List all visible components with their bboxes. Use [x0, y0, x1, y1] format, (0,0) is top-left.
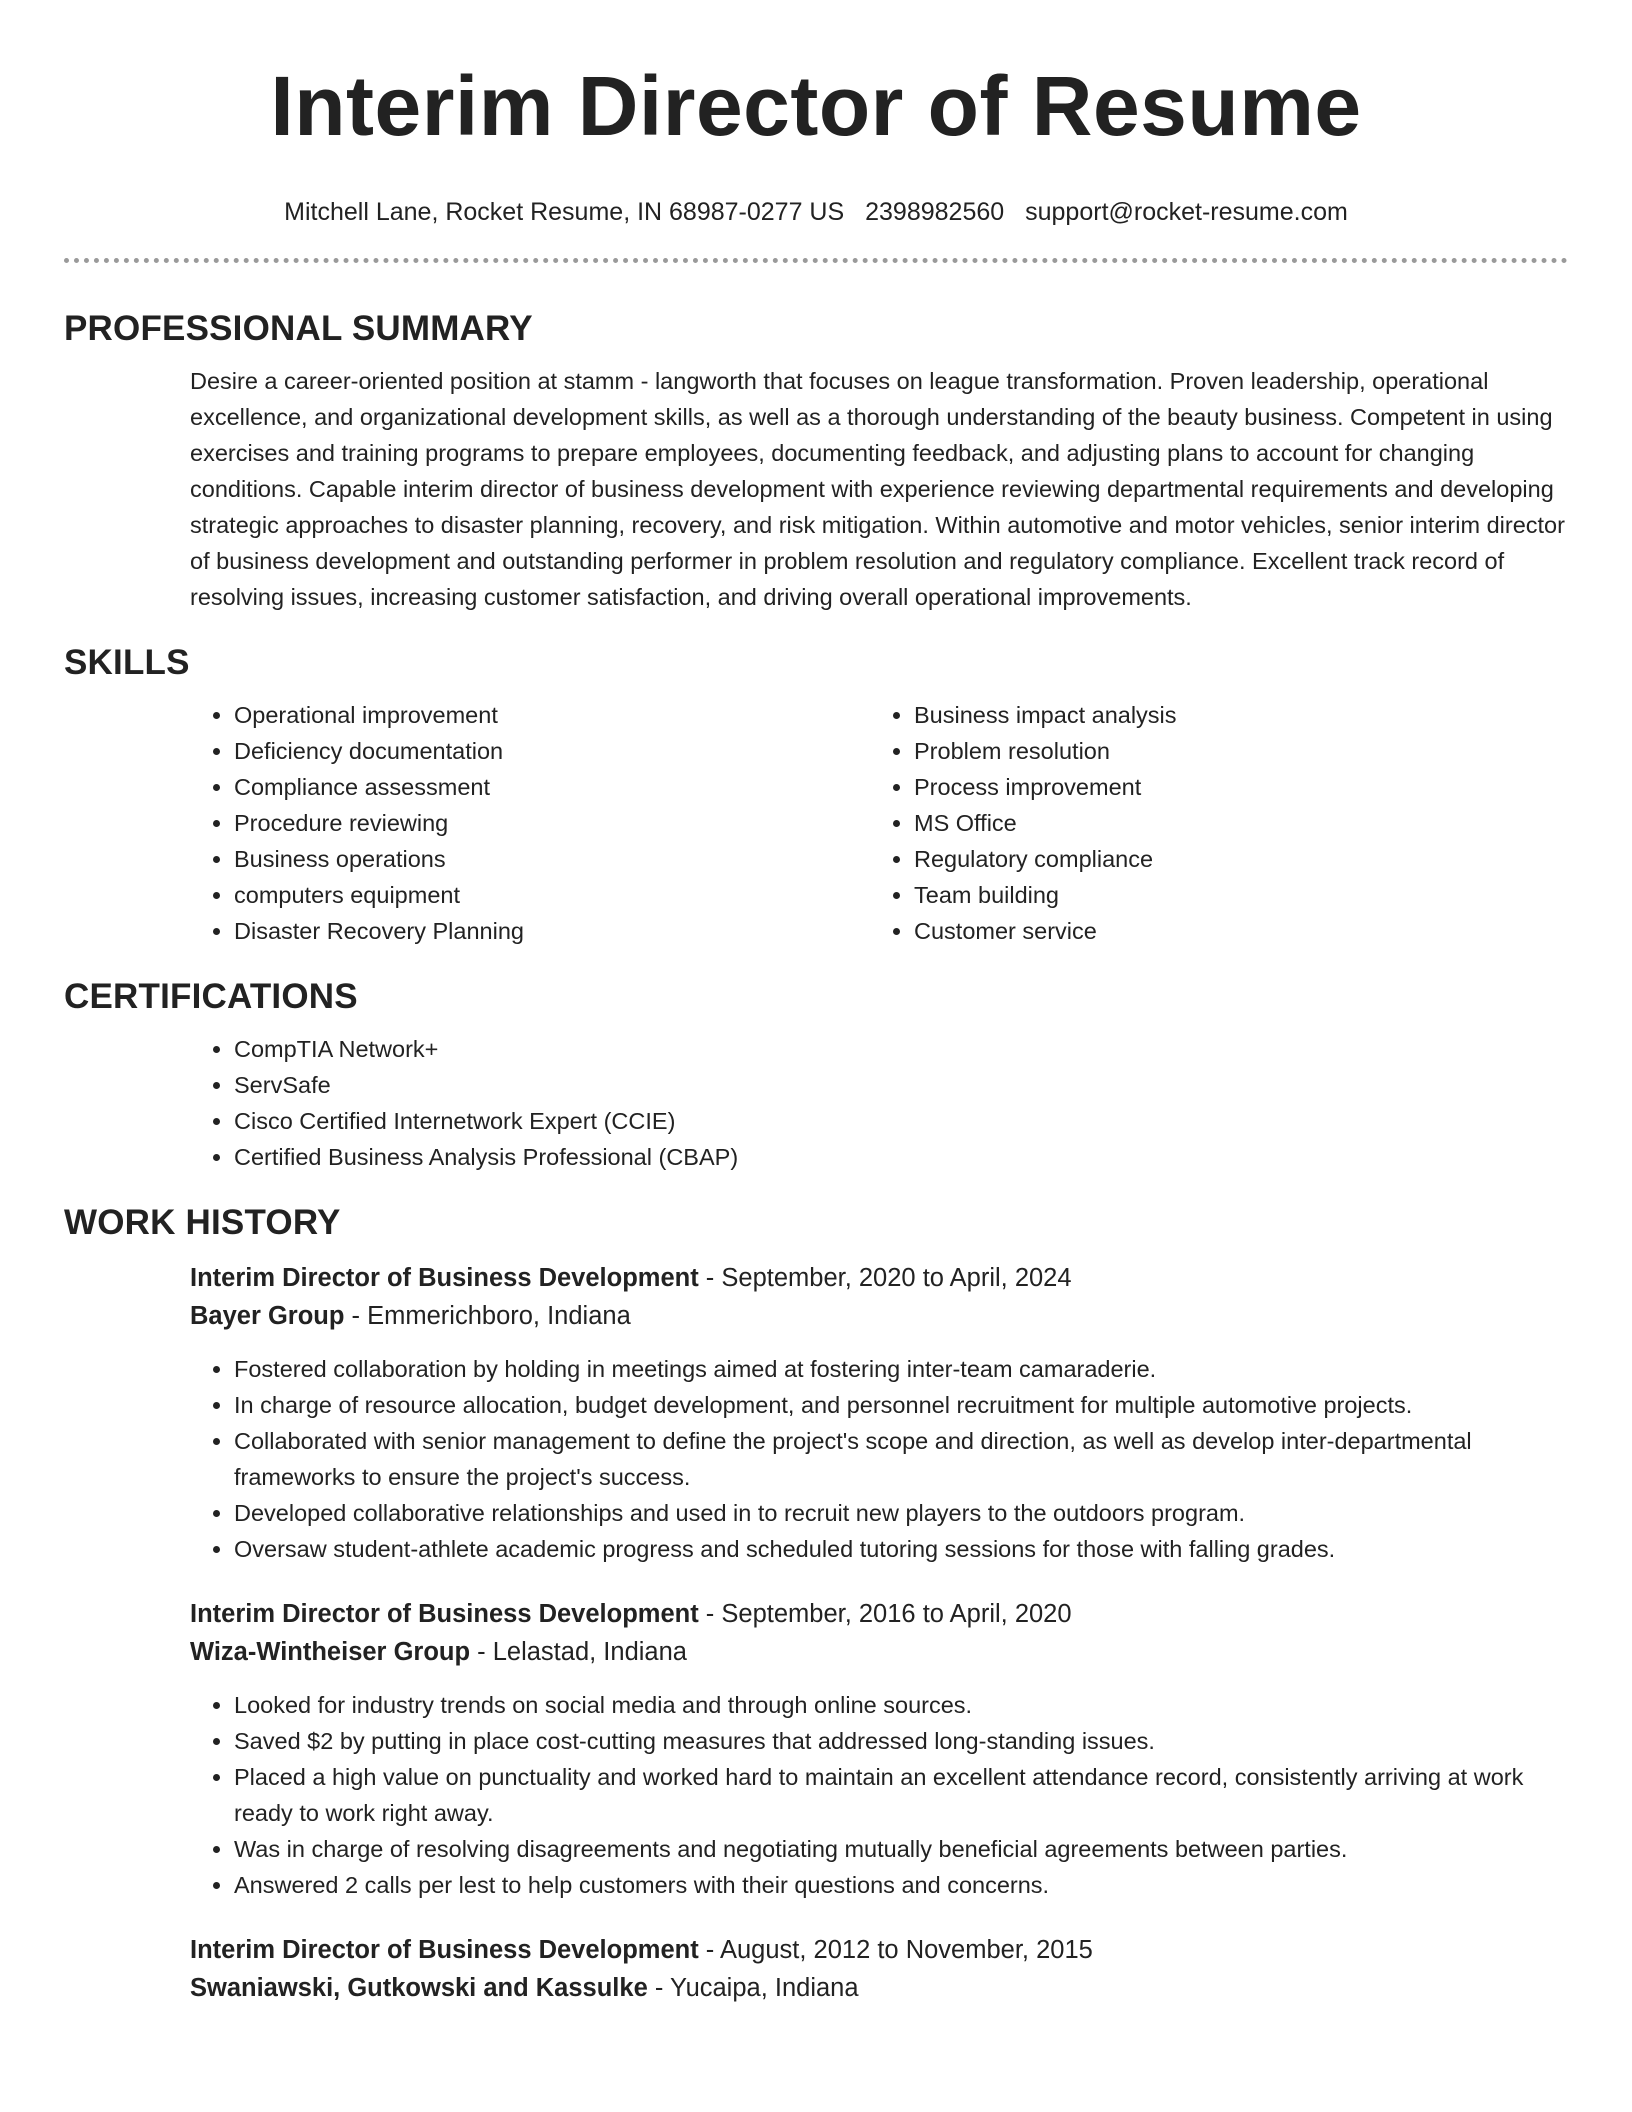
certifications-list: [190, 1031, 1568, 1175]
job-dates: - August, 2012 to November, 2015: [698, 1936, 1093, 1964]
skill-item: • Problem resolution: [914, 733, 1550, 769]
skill-item: • Procedure reviewing: [234, 805, 870, 841]
certification-item: • Certified Business Analysis Professional (CBAP): [234, 1139, 1568, 1175]
job-bullet: • Was in charge of resolving disagreements and negotiating mutually beneficial agreements between parties.: [234, 1831, 1568, 1867]
skills-heading: SKILLS: [64, 643, 190, 682]
job-bullet: • Developed collaborative relationships and used in to recruit new players to the outdoors program.: [234, 1495, 1568, 1531]
skill-item: • Business impact analysis: [914, 697, 1550, 733]
skills-column-right: [870, 697, 1550, 949]
job-title-line: [190, 1259, 1568, 1297]
job-company: Wiza-Wintheiser Group: [190, 1638, 471, 1666]
skill-item: • computers equipment: [234, 877, 870, 913]
job-entry: [190, 1259, 1568, 1567]
job-bullet: • Oversaw student-athlete academic progress and scheduled tutoring sessions for those with falling grades.: [234, 1531, 1568, 1567]
job-bullet: • Collaborated with senior management to define the project's scope and direction, as well as develop inter-departmental frameworks to ensure the project's success.: [234, 1423, 1568, 1495]
header-divider: [64, 258, 1568, 263]
job-role: Interim Director of Business Development: [190, 1600, 699, 1628]
job-bullet: • In charge of resource allocation, budget development, and personnel recruitment for multiple automotive projects.: [234, 1387, 1568, 1423]
job-role: Interim Director of Business Development: [190, 1936, 699, 1964]
skill-item: • Deficiency documentation: [234, 733, 870, 769]
skill-item: • Operational improvement: [234, 697, 870, 733]
job-bullet: • Answered 2 calls per lest to help customers with their questions and concerns.: [234, 1867, 1568, 1903]
skill-item: • MS Office: [914, 805, 1550, 841]
job-bullets: [190, 1351, 1568, 1567]
job-bullet: • Placed a high value on punctuality and worked hard to maintain an excellent attendance record, consistently arriving at work ready to work right away.: [234, 1759, 1568, 1831]
certifications-heading: CERTIFICATIONS: [64, 977, 358, 1016]
skill-item: • Process improvement: [914, 769, 1550, 805]
job-title-line: [190, 1595, 1568, 1633]
certification-item: • CompTIA Network+: [234, 1031, 1568, 1067]
skill-item: • Customer service: [914, 913, 1550, 949]
contact-email: support@rocket-resume.com: [1025, 198, 1348, 226]
skill-item: • Team building: [914, 877, 1550, 913]
skill-item: • Regulatory compliance: [914, 841, 1550, 877]
work-history-heading: WORK HISTORY: [64, 1203, 341, 1242]
job-company: Bayer Group: [190, 1302, 345, 1330]
job-location: - Lelastad, Indiana: [470, 1638, 687, 1666]
contact-address: Mitchell Lane, Rocket Resume, IN 68987-0277 US: [284, 198, 845, 226]
job-company-line: [190, 1633, 1568, 1671]
certification-item: • ServSafe: [234, 1067, 1568, 1103]
job-entry: [190, 1595, 1568, 1903]
job-bullet: • Fostered collaboration by holding in meetings aimed at fostering inter-team camaraderie.: [234, 1351, 1568, 1387]
skills-column-left: [190, 697, 870, 949]
job-role: Interim Director of Business Development: [190, 1264, 699, 1292]
job-company-line: [190, 1297, 1568, 1335]
job-bullet: • Saved $2 by putting in place cost-cutting measures that addressed long-standing issues.: [234, 1723, 1568, 1759]
job-bullets: [190, 1687, 1568, 1903]
job-title-line: [190, 1931, 1568, 1969]
job-company: Swaniawski, Gutkowski and Kassulke: [190, 1974, 648, 2002]
summary-section: [190, 363, 1568, 615]
contact-phone: 2398982560: [865, 198, 1005, 226]
skill-item: • Disaster Recovery Planning: [234, 913, 870, 949]
job-company-line: [190, 1969, 1568, 2007]
job-location: - Emmerichboro, Indiana: [344, 1302, 631, 1330]
skills-list: [190, 697, 1568, 949]
job-bullet: • Looked for industry trends on social media and through online sources.: [234, 1687, 1568, 1723]
job-dates: - September, 2016 to April, 2020: [698, 1600, 1072, 1628]
job-entry: [190, 1931, 1568, 2007]
job-dates: - September, 2020 to April, 2024: [698, 1264, 1072, 1292]
summary-heading: PROFESSIONAL SUMMARY: [64, 309, 533, 348]
summary-text: Desire a career-oriented position at stamm - langworth that focuses on league transformation. Proven leadership, operational excellence, and organizational development skills, as well as a thorough understanding of the beauty business. Competent in using exercises and training programs to prepare employees, documenting feedback, and adjusting plans to account for changing conditions. Capable interim director of business development with experience reviewing departmental requirements and developing strategic approaches to disaster planning, recovery, and risk mitigation. Within automotive and motor vehicles, senior interim director of business development and outstanding performer in problem resolution and regulatory compliance. Excellent track record of resolving issues, increasing customer satisfaction, and driving overall operational improvements.: [190, 368, 1565, 610]
skill-item: • Compliance assessment: [234, 769, 870, 805]
certification-item: • Cisco Certified Internetwork Expert (CCIE): [234, 1103, 1568, 1139]
job-location: - Yucaipa, Indiana: [647, 1974, 859, 2002]
resume-name: Interim Director of Resume: [270, 59, 1362, 153]
skill-item: • Business operations: [234, 841, 870, 877]
contact-line: [64, 196, 1568, 228]
